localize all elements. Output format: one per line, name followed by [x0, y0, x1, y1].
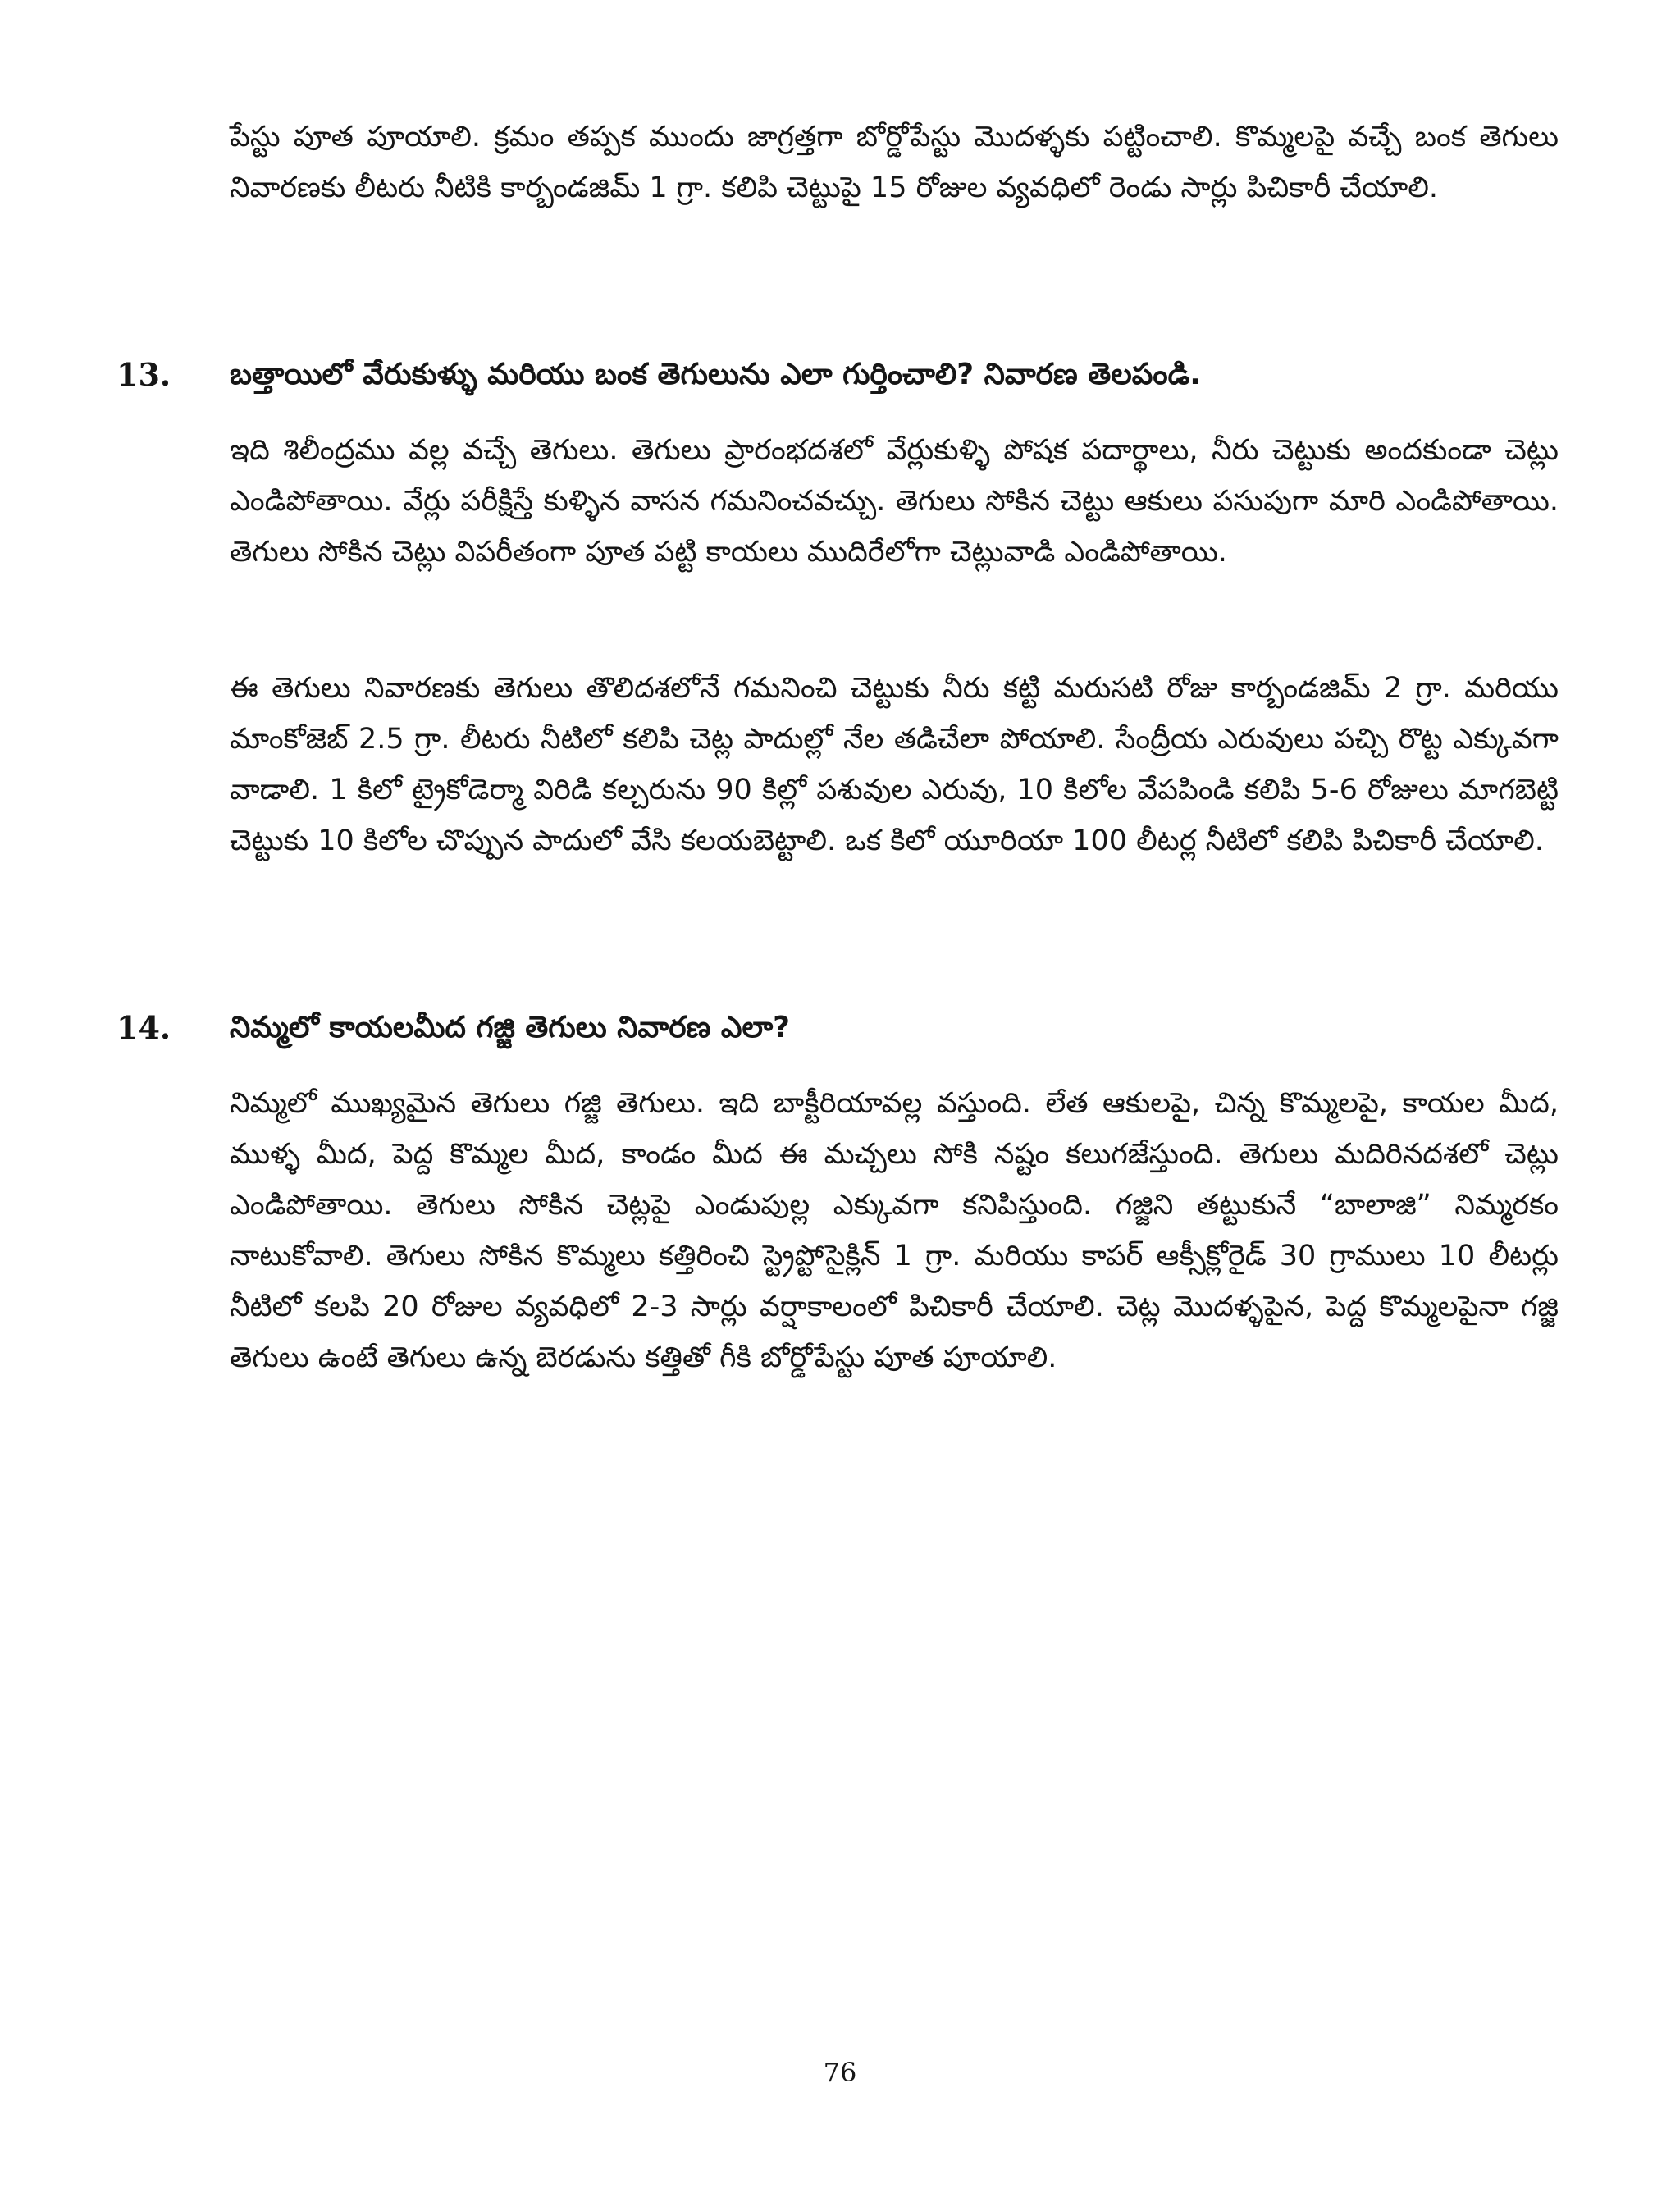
page-number: 76 — [823, 2057, 857, 2088]
question-14-answer-paragraph: నిమ్మలో ముఖ్యమైన తెగులు గజ్జి తెగులు. ఇది బాక్టీరియావల్ల వస్తుంది. లేత ఆకులపై, చిన్న కొమ్మలపై, కాయల మీద, ముళ్ళ మీద, పెద్ద కొమ్మల మీద, కాండం మీద ఈ మచ్చలు సోకి నష్టం కలుగజేస్తుంది. తెగులు మదిరినదశలో చెట్లు ఎండిపోతాయి. తెగులు సోకిన చెట్లపై ఎండుపుల్ల ఎక్కువగా కనిపిస్తుంది. గజ్జిని తట్టుకునే “బాలాజి” నిమ్మరకం నాటుకోవాలి. తెగులు సోకిన కొమ్మలు కత్తిరించి స్ట్రెప్టోసైక్లిన్ 1 గ్రా. మరియు కాపర్ ఆక్సీక్లోరైడ్ 30 గ్రాములు 10 లీటర్లు నీటిలో కలపి 20 రోజుల వ్యవధిలో 2-3 సార్లు వర్షాకాలంలో పిచికారీ చేయాలి. చెట్ల మొదళ్ళపైన, పెద్ద కొమ్మలపైనా గజ్జి తెగులు ఉంటే తెగులు ఉన్న బెరడును కత్తితో గీకి బోర్డోపేస్టు పూత పూయాలి. — [230, 1087, 1559, 1374]
question-13-heading: బత్తాయిలో వేరుకుళ్ళు మరియు బంక తెగులును ఎలా గుర్తించాలి? నివారణ తెలపండి. — [230, 358, 1201, 391]
question-14-heading: నిమ్మలో కాయలమీద గజ్జి తెగులు నివారణ ఎలా? — [230, 1011, 791, 1044]
question-13-answer-paragraph-2: ఈ తెగులు నివారణకు తెగులు తొలిదశలోనే గమనించి చెట్టుకు నీరు కట్టి మరుసటి రోజు కార్బండజిమ్ 2 గ్రా. మరియు మాంకోజెబ్ 2.5 గ్రా. లీటరు నీటిలో కలిపి చెట్ల పాదుల్లో నేల తడిచేలా పోయాలి. సేంద్రీయ ఎరువులు పచ్చి రొట్ట ఎక్కువగా వాడాలి. 1 కిలో ట్రైకోడెర్మా విరిడి కల్చరును 90 కిల్లో పశువుల ఎరువు, 10 కిలోల వేపపిండి కలిపి 5-6 రోజులు మాగబెట్టి చెట్టుకు 10 కిలోల చొప్పున పాదులో వేసి కలయబెట్టాలి. ఒక కిలో యూరియా 100 లీటర్ల నీటిలో కలిపి పిచికారీ చేయాలి. — [230, 672, 1559, 857]
intro-paragraph: పేస్టు పూత పూయాలి. క్రమం తప్పక ముందు జాగ్రత్తగా బోర్డోపేస్టు మొదళ్ళకు పట్టించాలి. కొమ్మలపై వచ్చే బంక తెగులు నివారణకు లీటరు నీటికి కార్బండజిమ్ 1 గ్రా. కలిపి చెట్టుపై 15 రోజుల వ్యవధిలో రెండు సార్లు పిచికారీ చేయాలి. — [230, 121, 1559, 204]
question-13-answer-paragraph-1: ఇది శిలీంద్రము వల్ల వచ్చే తెగులు. తెగులు ప్రారంభదశలో వేర్లుకుళ్ళి పోషక పదార్థాలు, నీరు చెట్టుకు అందకుండా చెట్లు ఎండిపోతాయి. వేర్లు పరీక్షిస్తే కుళ్ళిన వాసన గమనించవచ్చు. తెగులు సోకిన చెట్టు ఆకులు పసుపుగా మారి ఎండిపోతాయి. తెగులు సోకిన చెట్లు విపరీతంగా పూత పట్టి కాయలు ముదిరేలోగా చెట్లువాడి ఎండిపోతాయి. — [230, 434, 1559, 569]
question-14-number: 14. — [116, 1009, 171, 1046]
question-13-number: 13. — [116, 356, 171, 393]
